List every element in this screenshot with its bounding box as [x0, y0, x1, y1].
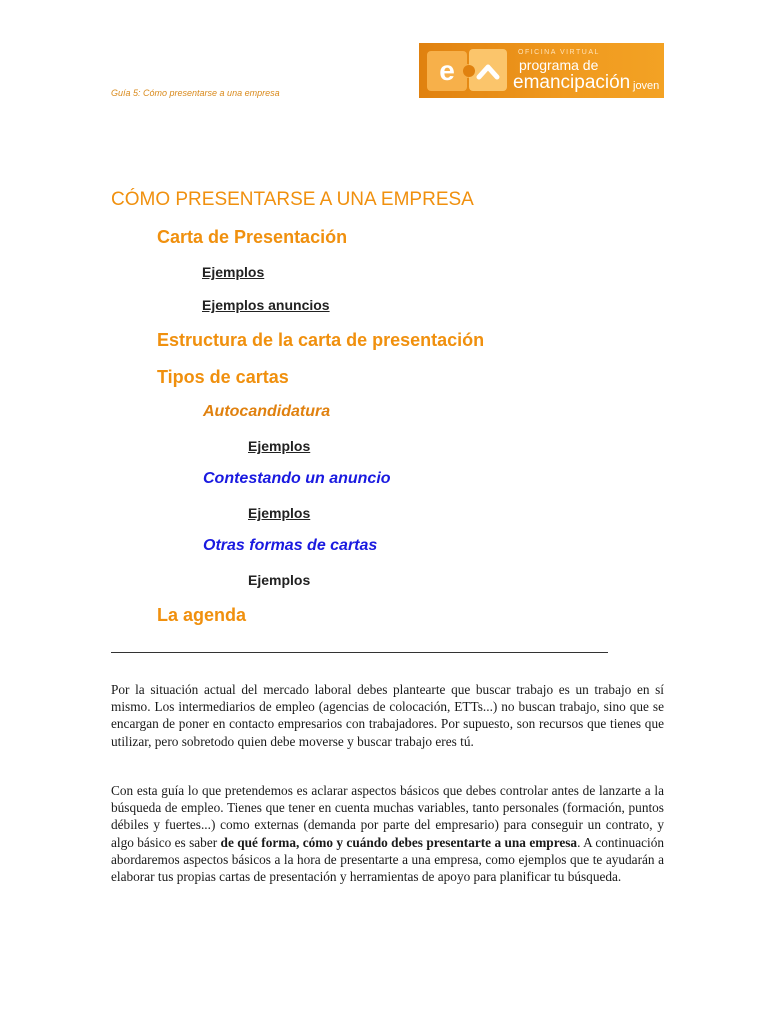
guide-title: Guía 5: Cómo presentarse a una empresa: [111, 88, 280, 98]
toc-la-agenda[interactable]: La agenda: [157, 605, 247, 625]
toc-link-otras-ejemplos[interactable]: Ejemplos: [248, 572, 311, 588]
paragraph-2-text-b: . A continuación abordaremos aspectos básicos a la hora de presentarte a una empresa, como ejemplos que te ayudarán a elaborar tus propias cartas de presentación y herramientas de apoyo para planificar tu búsqueda.: [111, 834, 665, 885]
toc-link-carta-ejemplos[interactable]: Ejemplos: [202, 264, 265, 280]
toc-estructura[interactable]: Estructura de la carta de presentación: [157, 330, 485, 350]
intro-paragraph-2: [111, 782, 664, 885]
toc-tipos-cartas[interactable]: Tipos de cartas: [157, 367, 289, 387]
toc-autocandidatura[interactable]: Autocandidatura: [203, 403, 331, 420]
toc-link-carta-ejemplos-anuncios[interactable]: Ejemplos anuncios: [202, 297, 330, 313]
page-title: CÓMO PRESENTARSE A UNA EMPRESA: [111, 189, 474, 210]
toc-link-autocandidatura-ejemplos[interactable]: Ejemplos: [248, 438, 311, 454]
logo-line-joven: joven: [633, 80, 660, 92]
toc-carta-presentacion[interactable]: Carta de Presentación: [157, 227, 348, 247]
toc-otras-formas[interactable]: Otras formas de cartas: [203, 537, 378, 554]
paragraph-2-text-a: Con esta guía lo que pretendemos es aclarar aspectos básicos que debes controlar antes de lanzarte a la búsqueda de empleo. Tienes que tener en cuenta muchas variables, tanto personales (formación, puntos débiles y fuertes...) como externas (demanda por parte del empresario) para conseguir un contrato, y algo básico es saber: [111, 783, 664, 850]
toc-link-contestando-ejemplos[interactable]: Ejemplos: [248, 505, 311, 521]
paragraph-2-bold: de qué forma, cómo y cuándo debes presentarte a una empresa: [220, 834, 578, 850]
svg-text:e: e: [439, 55, 455, 86]
intro-paragraph-1: Por la situación actual del mercado laboral debes plantearte que buscar trabajo es un trabajo en sí mismo. Los intermediarios de empleo (agencias de colocación, ETTs...) no buscan trabajo, sino que se encargan de poner en contacto empresarios con trabajadores. Por supuesto, son recursos que tienes que utilizar, pero sobretodo quien debe moverse y buscar trabajo eres tú.: [111, 682, 664, 749]
logo-line-emancipacion: emancipación: [513, 72, 631, 93]
program-logo: [419, 43, 664, 98]
toc-contestando-anuncio[interactable]: Contestando un anuncio: [203, 470, 391, 487]
horizontal-divider: [111, 652, 608, 653]
logo-line-oficina: OFICINA VIRTUAL: [518, 49, 600, 56]
puzzle-logo-icon: [425, 47, 509, 94]
logo-line-programa: programa de: [519, 57, 599, 73]
